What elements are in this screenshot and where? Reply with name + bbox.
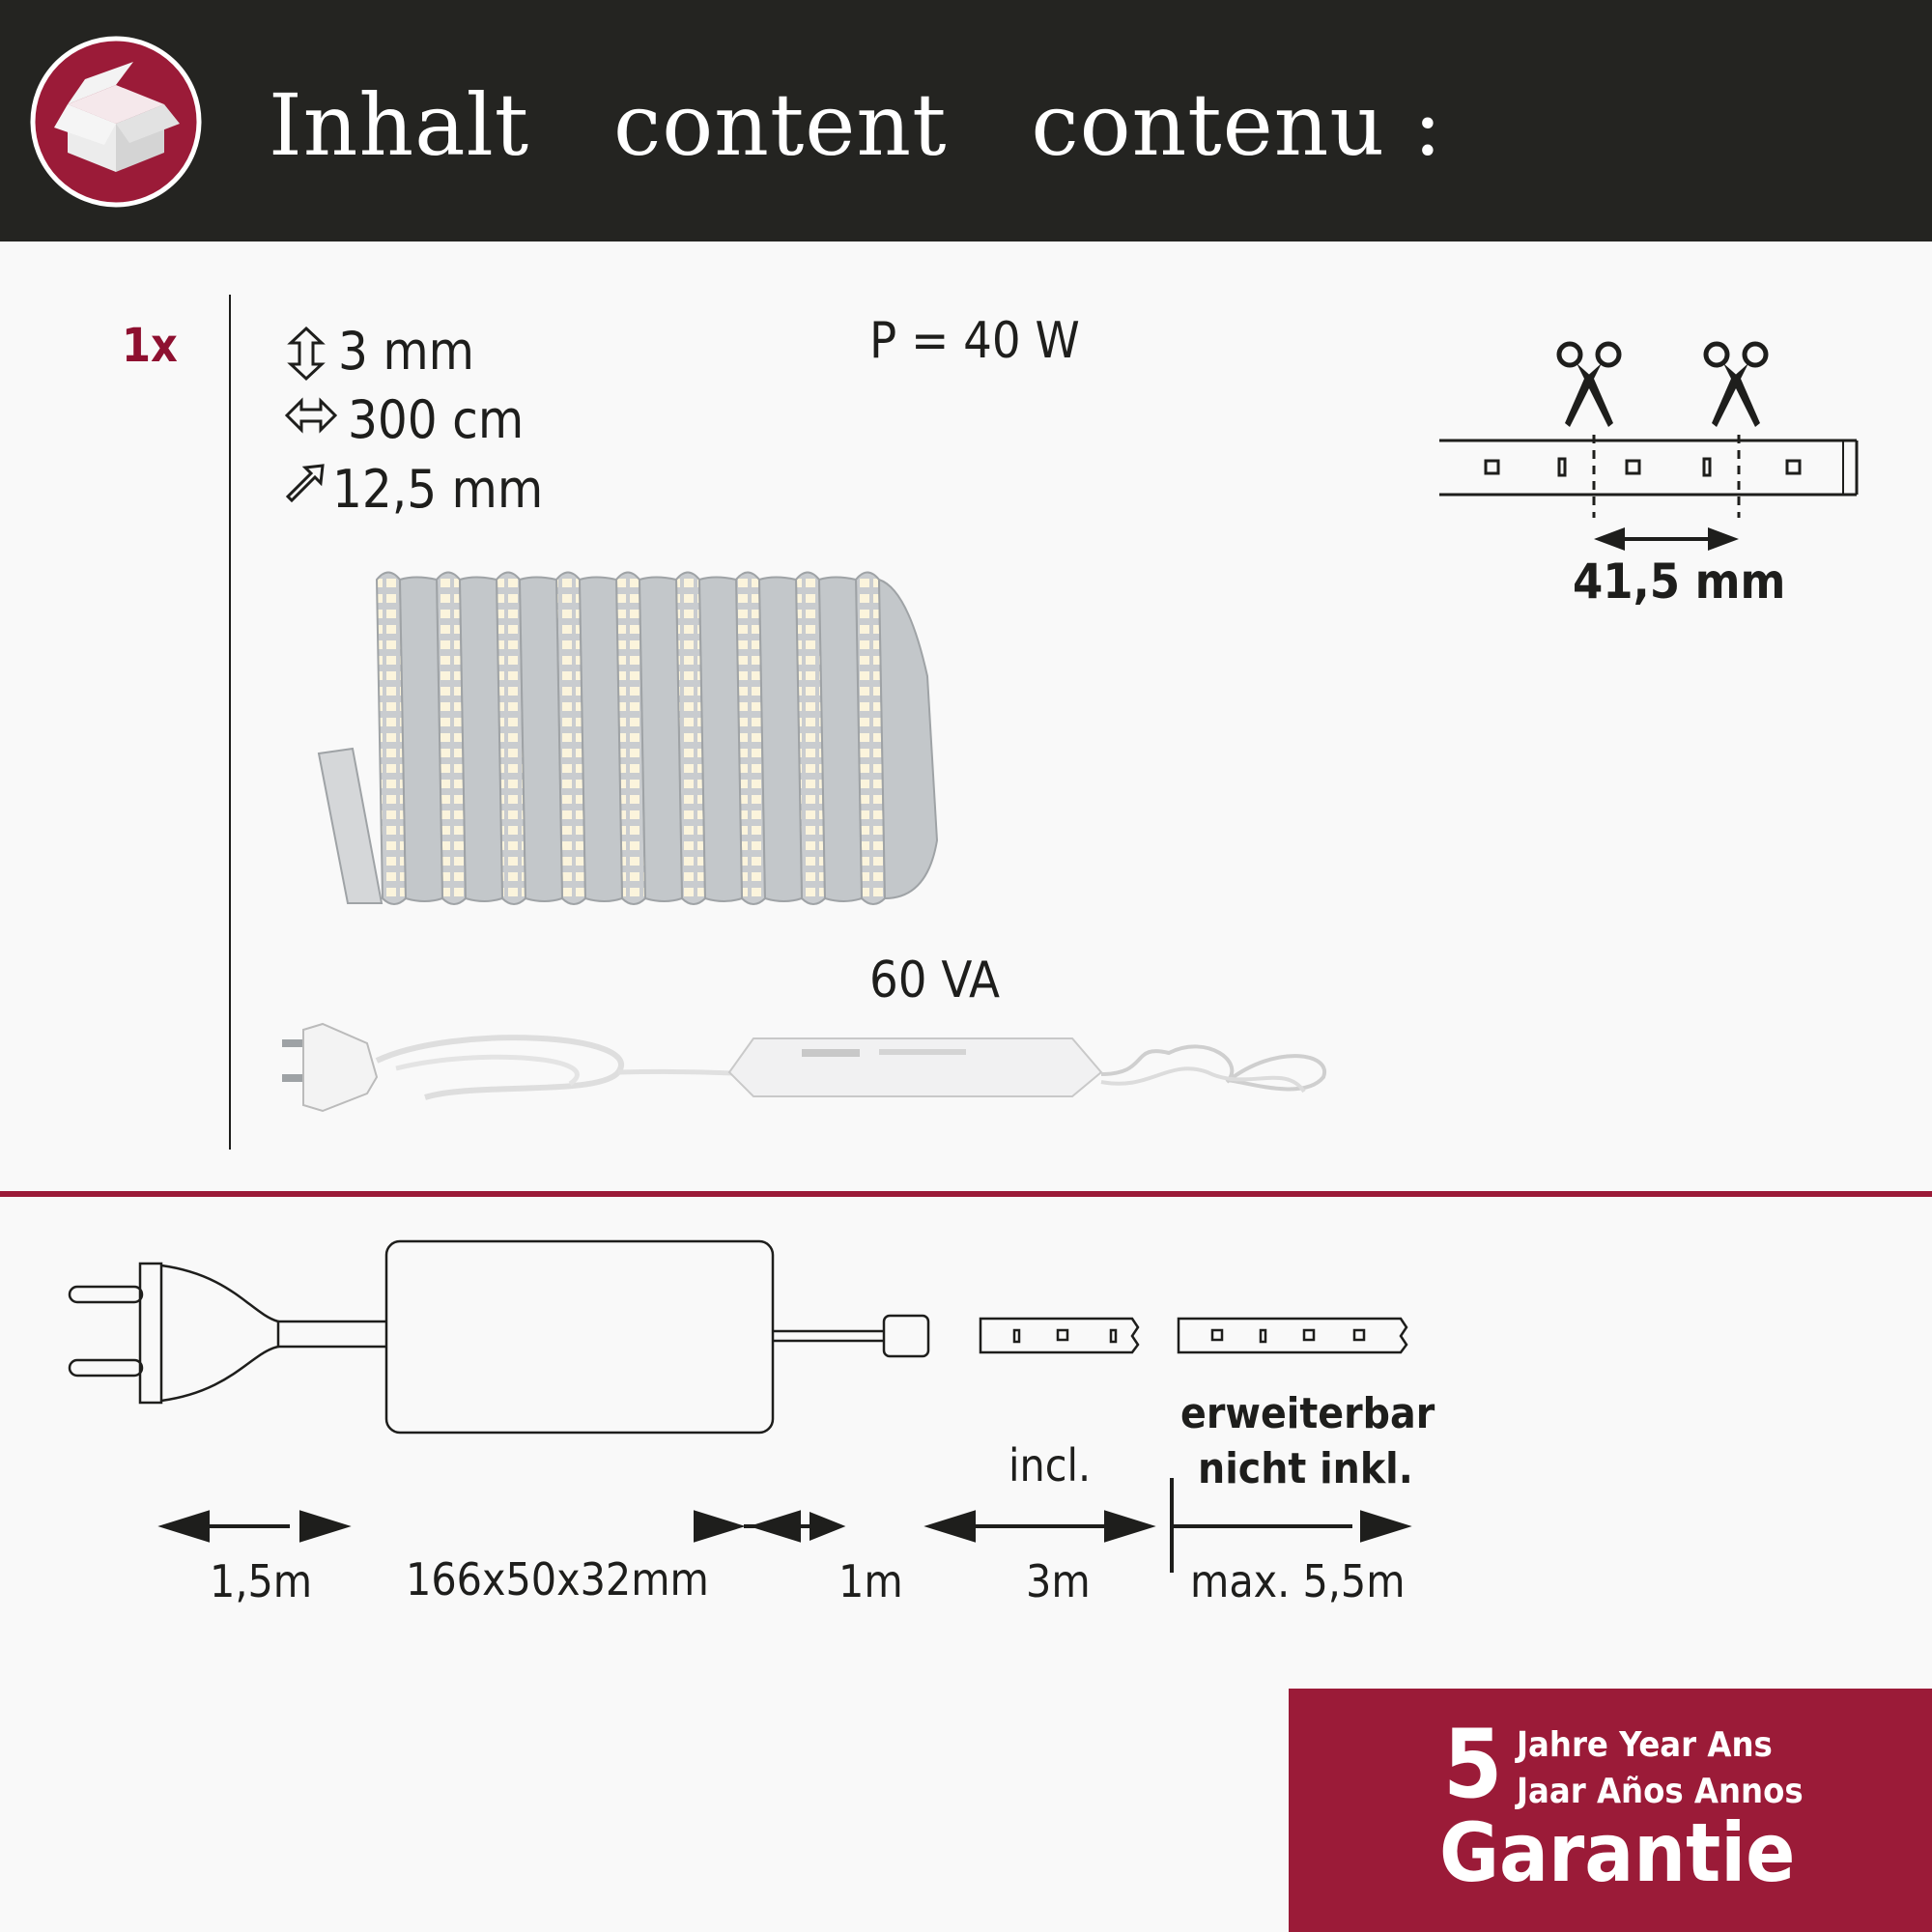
length-arrow-icon bbox=[284, 396, 338, 435]
cut-diagram bbox=[1437, 435, 1862, 551]
section-divider bbox=[0, 1191, 1932, 1197]
page-title: Inhalt content contenu : bbox=[269, 75, 1443, 175]
included-label: incl. bbox=[1009, 1439, 1092, 1492]
scissors-icon bbox=[1555, 340, 1623, 432]
box-icon bbox=[29, 35, 203, 209]
guarantee-word: Garantie bbox=[1439, 1805, 1796, 1900]
divider-vertical bbox=[229, 295, 231, 1150]
spec-width: 12,5 mm bbox=[332, 459, 544, 520]
extension-not-included: nicht inkl. bbox=[1198, 1444, 1413, 1493]
included-length: 3m bbox=[1026, 1555, 1091, 1607]
spec-length: 300 cm bbox=[348, 389, 525, 450]
width-arrow-icon bbox=[284, 462, 327, 504]
extension-length: max. 5,5m bbox=[1190, 1555, 1406, 1607]
transformer-photo bbox=[280, 1005, 1372, 1150]
height-arrow-icon bbox=[286, 326, 327, 382]
guarantee-line-1: Jahre Year Ans bbox=[1517, 1725, 1773, 1765]
connector-cable-length: 1m bbox=[838, 1555, 903, 1607]
plug-cable-length: 1,5m bbox=[210, 1555, 313, 1607]
scissors-icon bbox=[1702, 340, 1770, 432]
guarantee-years: 5 bbox=[1443, 1710, 1503, 1820]
quantity-label: 1x bbox=[122, 319, 178, 373]
guarantee-line-2: Jaar Años Annos bbox=[1517, 1772, 1804, 1811]
cut-spacing-label: 41,5 mm bbox=[1573, 554, 1786, 610]
extension-label: erweiterbar bbox=[1180, 1389, 1435, 1438]
transformer-power-label: 60 VA bbox=[869, 952, 1001, 1009]
led-strip-coil bbox=[290, 560, 966, 908]
spec-height: 3 mm bbox=[338, 321, 474, 382]
power-label: P = 40 W bbox=[869, 312, 1080, 370]
transformer-dimensions: 166x50x32mm bbox=[406, 1553, 709, 1605]
guarantee-badge bbox=[1289, 1689, 1932, 1932]
